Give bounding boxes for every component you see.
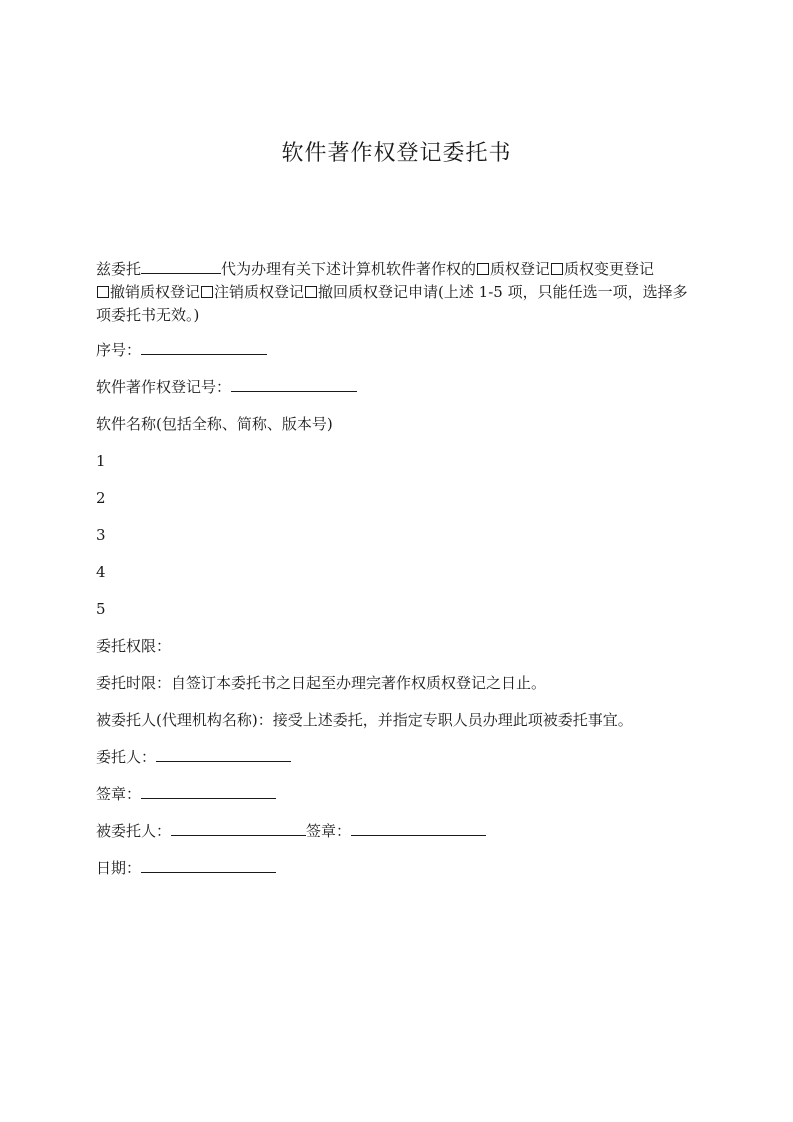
reg-no-label: 软件著作权登记号： <box>96 378 232 396</box>
software-name-label: 软件名称(包括全称、简称、版本号) <box>96 415 333 433</box>
term-text: 委托时限：自签订本委托书之日起至办理完著作权质权登记之日止。 <box>96 674 547 692</box>
option-pledge-cancel: 注销质权登记 <box>214 283 305 301</box>
document-body <box>96 258 696 894</box>
date-label: 日期： <box>96 859 142 877</box>
document-title: 软件著作权登记委托书 <box>281 141 512 166</box>
checkbox-pledge-withdraw[interactable] <box>305 286 317 298</box>
agent-blank[interactable] <box>171 820 306 836</box>
seal-label: 签章： <box>96 785 142 803</box>
principal-blank[interactable] <box>156 746 291 762</box>
entrusted-party-blank[interactable] <box>141 258 221 274</box>
reg-no-blank[interactable] <box>231 376 357 392</box>
checkbox-pledge-revoke[interactable] <box>97 286 109 298</box>
intro-prefix: 兹委托 <box>96 260 142 278</box>
option-pledge-change: 质权变更登记 <box>564 260 655 278</box>
agent-row <box>96 820 696 857</box>
agent-seal-label: 签章： <box>306 822 352 840</box>
date-row <box>96 857 696 894</box>
seal-row <box>96 783 696 820</box>
serial-label: 序号： <box>96 341 142 359</box>
numbered-item: 1 <box>96 452 106 470</box>
date-blank[interactable] <box>141 857 276 873</box>
numbered-item: 2 <box>96 489 106 507</box>
reg-no-row <box>96 376 696 413</box>
checkbox-pledge-registration[interactable] <box>477 263 489 275</box>
intro-note: (上述 1-5 项，只能任选一项，选择多项委托书无效。) <box>96 283 688 324</box>
intro-after-blank: 代为办理有关下述计算机软件著作权的 <box>221 260 477 278</box>
numbered-item: 3 <box>96 526 106 544</box>
seal-blank[interactable] <box>141 783 276 799</box>
agent-label: 被委托人： <box>96 822 172 840</box>
numbered-item: 5 <box>96 600 106 618</box>
option-pledge-registration: 质权登记 <box>490 260 551 278</box>
agent-statement: 被委托人(代理机构名称)：接受上述委托，并指定专职人员办理此项被委托事宜。 <box>96 711 633 729</box>
option-pledge-withdraw: 撤回质权登记申请 <box>318 283 439 301</box>
option-pledge-revoke: 撤销质权登记 <box>110 283 201 301</box>
agent-seal-blank[interactable] <box>351 820 486 836</box>
scope-label: 委托权限： <box>96 637 172 655</box>
checkbox-pledge-change[interactable] <box>551 263 563 275</box>
serial-blank[interactable] <box>141 339 267 355</box>
intro-paragraph <box>96 258 696 327</box>
principal-label: 委托人： <box>96 748 157 766</box>
checkbox-pledge-cancel[interactable] <box>201 286 213 298</box>
principal-row <box>96 746 696 783</box>
numbered-item: 4 <box>96 563 106 581</box>
serial-row <box>96 339 696 376</box>
